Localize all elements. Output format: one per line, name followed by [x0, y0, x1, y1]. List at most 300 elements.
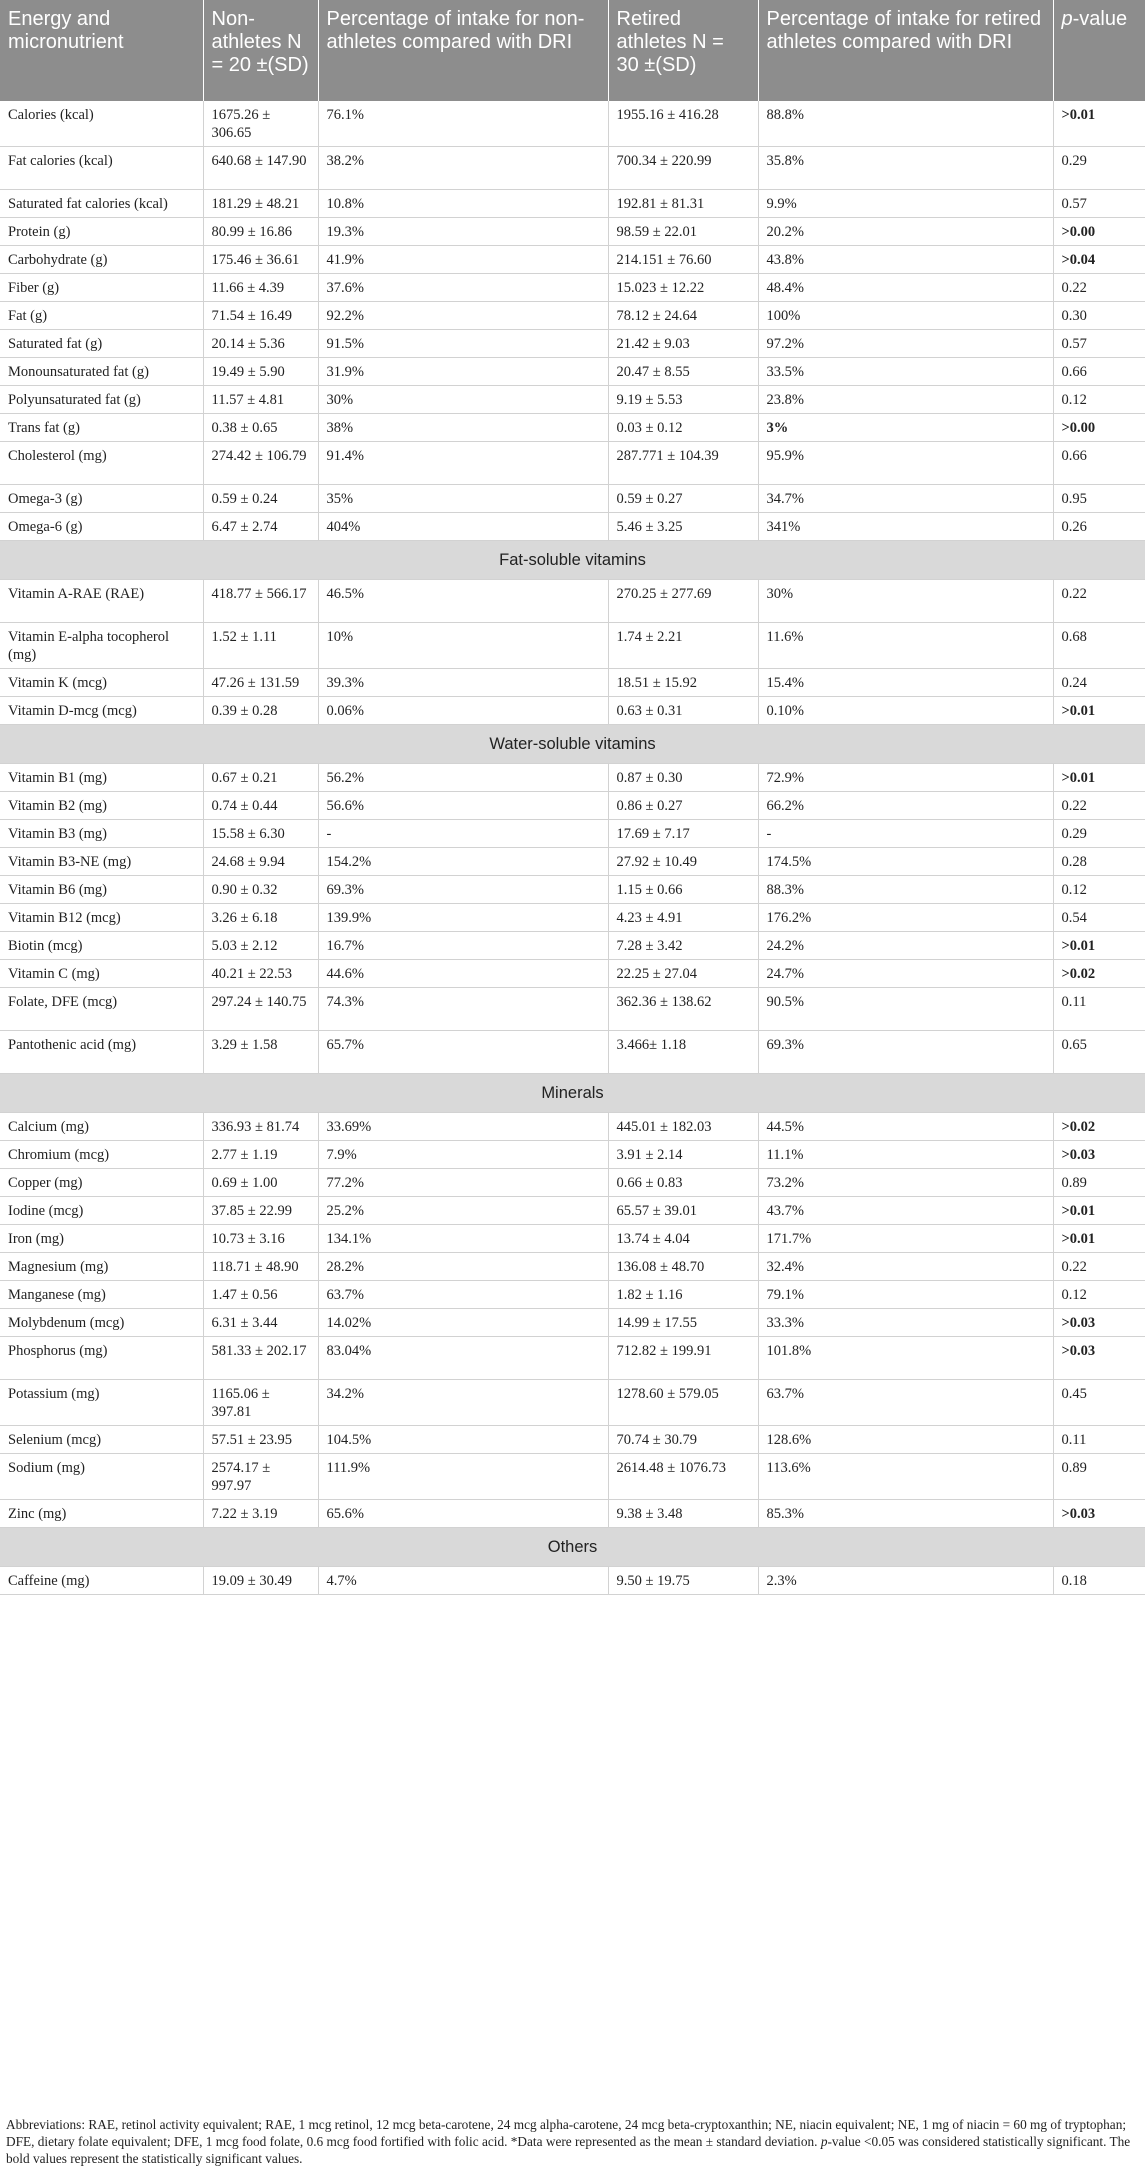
cell-retired-athletes-value: 0.63 ± 0.31 — [608, 697, 758, 725]
cell-p-value: 0.65 — [1053, 1031, 1145, 1074]
cell-retired-athletes-value: 18.51 ± 15.92 — [608, 669, 758, 697]
cell-non-athletes-value: 0.39 ± 0.28 — [203, 697, 318, 725]
cell-non-athletes-dri: 56.6% — [318, 792, 608, 820]
cell-p-value: >0.01 — [1053, 101, 1145, 147]
cell-non-athletes-dri: 44.6% — [318, 960, 608, 988]
cell-retired-athletes-dri: 24.2% — [758, 932, 1053, 960]
section-label: Others — [0, 1528, 1145, 1567]
section-header-row — [0, 1528, 1145, 1567]
cell-nutrient: Caffeine (mg) — [0, 1567, 203, 1595]
footnote-text: Abbreviations: RAE, retinol activity equivalent; RAE, 1 mcg retinol, 12 mcg beta-carotene, 24 mcg alpha-carotene, 24 mcg beta-cryptoxanthin; NE, niacin equivalent; NE, 1 mg of niacin = 60 mg of tryptophan; DFE, dietary folate equivalent; DFE, 1 mcg food folate, 0.6 mcg food fortified with folic acid. *Data were represented as the mean ± standard deviation. — [6, 2117, 1127, 2149]
table-row — [0, 932, 1145, 960]
table-row — [0, 274, 1145, 302]
table-row — [0, 1225, 1145, 1253]
cell-retired-athletes-dri: 3% — [758, 414, 1053, 442]
cell-nutrient: Copper (mg) — [0, 1169, 203, 1197]
cell-nutrient: Calcium (mg) — [0, 1113, 203, 1141]
cell-retired-athletes-dri: 23.8% — [758, 386, 1053, 414]
cell-non-athletes-dri: 46.5% — [318, 580, 608, 623]
cell-retired-athletes-value: 0.87 ± 0.30 — [608, 764, 758, 792]
cell-nutrient: Vitamin B12 (mcg) — [0, 904, 203, 932]
table-row — [0, 820, 1145, 848]
cell-nutrient: Fiber (g) — [0, 274, 203, 302]
cell-retired-athletes-value: 3.466± 1.18 — [608, 1031, 758, 1074]
cell-non-athletes-dri: 19.3% — [318, 218, 608, 246]
cell-p-value: 0.57 — [1053, 330, 1145, 358]
table-row — [0, 330, 1145, 358]
cell-retired-athletes-dri: 32.4% — [758, 1253, 1053, 1281]
cell-non-athletes-value: 0.74 ± 0.44 — [203, 792, 318, 820]
cell-non-athletes-dri: 69.3% — [318, 876, 608, 904]
cell-non-athletes-dri: 14.02% — [318, 1309, 608, 1337]
cell-p-value: 0.30 — [1053, 302, 1145, 330]
cell-non-athletes-value: 0.69 ± 1.00 — [203, 1169, 318, 1197]
cell-nutrient: Vitamin E-alpha tocopherol (mg) — [0, 623, 203, 669]
cell-non-athletes-dri: 37.6% — [318, 274, 608, 302]
cell-non-athletes-dri: 65.6% — [318, 1500, 608, 1528]
cell-non-athletes-dri: 56.2% — [318, 764, 608, 792]
cell-p-value: >0.00 — [1053, 414, 1145, 442]
cell-retired-athletes-value: 15.023 ± 12.22 — [608, 274, 758, 302]
table-row — [0, 513, 1145, 541]
cell-retired-athletes-value: 192.81 ± 81.31 — [608, 190, 758, 218]
cell-non-athletes-dri: 33.69% — [318, 1113, 608, 1141]
cell-retired-athletes-value: 0.59 ± 0.27 — [608, 485, 758, 513]
table-row — [0, 764, 1145, 792]
cell-non-athletes-value: 175.46 ± 36.61 — [203, 246, 318, 274]
table-row — [0, 1380, 1145, 1426]
cell-retired-athletes-dri: 15.4% — [758, 669, 1053, 697]
cell-retired-athletes-value: 362.36 ± 138.62 — [608, 988, 758, 1031]
cell-p-value: >0.03 — [1053, 1500, 1145, 1528]
cell-nutrient: Manganese (mg) — [0, 1281, 203, 1309]
cell-retired-athletes-dri: 24.7% — [758, 960, 1053, 988]
cell-non-athletes-dri: 104.5% — [318, 1426, 608, 1454]
cell-non-athletes-value: 47.26 ± 131.59 — [203, 669, 318, 697]
cell-nutrient: Saturated fat calories (kcal) — [0, 190, 203, 218]
cell-retired-athletes-value: 287.771 ± 104.39 — [608, 442, 758, 485]
cell-p-value: 0.29 — [1053, 820, 1145, 848]
header-p-value: p-value — [1053, 0, 1145, 101]
cell-non-athletes-value: 2.77 ± 1.19 — [203, 1141, 318, 1169]
cell-retired-athletes-dri: 97.2% — [758, 330, 1053, 358]
p-italic: p — [1061, 8, 1073, 30]
cell-p-value: 0.57 — [1053, 190, 1145, 218]
cell-p-value: 0.66 — [1053, 442, 1145, 485]
cell-nutrient: Cholesterol (mg) — [0, 442, 203, 485]
cell-non-athletes-value: 24.68 ± 9.94 — [203, 848, 318, 876]
cell-retired-athletes-value: 0.03 ± 0.12 — [608, 414, 758, 442]
table-row — [0, 580, 1145, 623]
section-label: Water-soluble vitamins — [0, 725, 1145, 764]
cell-non-athletes-dri: - — [318, 820, 608, 848]
table-row — [0, 1031, 1145, 1074]
cell-non-athletes-dri: 34.2% — [318, 1380, 608, 1426]
cell-p-value: 0.22 — [1053, 792, 1145, 820]
cell-p-value: >0.01 — [1053, 764, 1145, 792]
footnote-p-italic: p — [820, 2134, 828, 2149]
cell-retired-athletes-dri: 88.8% — [758, 101, 1053, 147]
header-nutrient: Energy and micronutrient — [0, 0, 203, 101]
cell-retired-athletes-dri: 63.7% — [758, 1380, 1053, 1426]
cell-non-athletes-value: 0.90 ± 0.32 — [203, 876, 318, 904]
cell-retired-athletes-value: 700.34 ± 220.99 — [608, 147, 758, 190]
cell-p-value: >0.02 — [1053, 960, 1145, 988]
cell-non-athletes-value: 2574.17 ± 997.97 — [203, 1454, 318, 1500]
cell-non-athletes-dri: 76.1% — [318, 101, 608, 147]
cell-nutrient: Folate, DFE (mcg) — [0, 988, 203, 1031]
cell-retired-athletes-value: 0.86 ± 0.27 — [608, 792, 758, 820]
cell-nutrient: Zinc (mg) — [0, 1500, 203, 1528]
cell-p-value: >0.01 — [1053, 1225, 1145, 1253]
header-non-athletes: Non-athletes N = 20 ±(SD) — [203, 0, 318, 101]
cell-retired-athletes-dri: 69.3% — [758, 1031, 1053, 1074]
cell-non-athletes-value: 297.24 ± 140.75 — [203, 988, 318, 1031]
cell-p-value: 0.12 — [1053, 1281, 1145, 1309]
table-row — [0, 848, 1145, 876]
table-row — [0, 1567, 1145, 1595]
header-non-athletes-dri: Percentage of intake for non-athletes compared with DRI — [318, 0, 608, 101]
cell-nutrient: Phosphorus (mg) — [0, 1337, 203, 1380]
cell-nutrient: Monounsaturated fat (g) — [0, 358, 203, 386]
cell-non-athletes-value: 10.73 ± 3.16 — [203, 1225, 318, 1253]
table-row — [0, 697, 1145, 725]
cell-non-athletes-dri: 30% — [318, 386, 608, 414]
table-row — [0, 1197, 1145, 1225]
cell-retired-athletes-dri: 48.4% — [758, 274, 1053, 302]
cell-retired-athletes-value: 214.151 ± 76.60 — [608, 246, 758, 274]
cell-nutrient: Vitamin B6 (mg) — [0, 876, 203, 904]
table-row — [0, 1169, 1145, 1197]
cell-retired-athletes-value: 13.74 ± 4.04 — [608, 1225, 758, 1253]
table-row — [0, 442, 1145, 485]
cell-non-athletes-value: 0.38 ± 0.65 — [203, 414, 318, 442]
cell-non-athletes-value: 3.26 ± 6.18 — [203, 904, 318, 932]
cell-retired-athletes-value: 14.99 ± 17.55 — [608, 1309, 758, 1337]
table-row — [0, 904, 1145, 932]
table-row — [0, 1500, 1145, 1528]
cell-non-athletes-dri: 10% — [318, 623, 608, 669]
cell-retired-athletes-dri: 88.3% — [758, 876, 1053, 904]
cell-nutrient: Calories (kcal) — [0, 101, 203, 147]
cell-retired-athletes-dri: 171.7% — [758, 1225, 1053, 1253]
cell-non-athletes-value: 11.66 ± 4.39 — [203, 274, 318, 302]
cell-p-value: 0.12 — [1053, 876, 1145, 904]
cell-nutrient: Trans fat (g) — [0, 414, 203, 442]
cell-retired-athletes-dri: 2.3% — [758, 1567, 1053, 1595]
cell-nutrient: Iodine (mcg) — [0, 1197, 203, 1225]
cell-retired-athletes-value: 1.82 ± 1.16 — [608, 1281, 758, 1309]
cell-nutrient: Iron (mg) — [0, 1225, 203, 1253]
cell-retired-athletes-value: 3.91 ± 2.14 — [608, 1141, 758, 1169]
cell-non-athletes-dri: 10.8% — [318, 190, 608, 218]
cell-non-athletes-dri: 41.9% — [318, 246, 608, 274]
cell-retired-athletes-value: 270.25 ± 277.69 — [608, 580, 758, 623]
cell-non-athletes-value: 80.99 ± 16.86 — [203, 218, 318, 246]
cell-nutrient: Biotin (mcg) — [0, 932, 203, 960]
header-row — [0, 0, 1145, 101]
cell-nutrient: Molybdenum (mcg) — [0, 1309, 203, 1337]
cell-non-athletes-value: 418.77 ± 566.17 — [203, 580, 318, 623]
cell-nutrient: Sodium (mg) — [0, 1454, 203, 1500]
cell-retired-athletes-value: 2614.48 ± 1076.73 — [608, 1454, 758, 1500]
cell-non-athletes-value: 6.31 ± 3.44 — [203, 1309, 318, 1337]
cell-p-value: 0.95 — [1053, 485, 1145, 513]
cell-retired-athletes-dri: 43.7% — [758, 1197, 1053, 1225]
cell-p-value: 0.68 — [1053, 623, 1145, 669]
table-row — [0, 485, 1145, 513]
table-row — [0, 876, 1145, 904]
cell-retired-athletes-dri: 100% — [758, 302, 1053, 330]
section-label: Fat-soluble vitamins — [0, 541, 1145, 580]
table-row — [0, 1253, 1145, 1281]
cell-nutrient: Pantothenic acid (mg) — [0, 1031, 203, 1074]
cell-p-value: >0.02 — [1053, 1113, 1145, 1141]
table-row — [0, 386, 1145, 414]
cell-p-value: >0.01 — [1053, 697, 1145, 725]
cell-retired-athletes-dri: 44.5% — [758, 1113, 1053, 1141]
cell-nutrient: Selenium (mcg) — [0, 1426, 203, 1454]
cell-non-athletes-dri: 134.1% — [318, 1225, 608, 1253]
cell-p-value: >0.01 — [1053, 1197, 1145, 1225]
cell-retired-athletes-dri: 33.3% — [758, 1309, 1053, 1337]
cell-retired-athletes-value: 712.82 ± 199.91 — [608, 1337, 758, 1380]
cell-non-athletes-dri: 38.2% — [318, 147, 608, 190]
cell-retired-athletes-dri: 34.7% — [758, 485, 1053, 513]
table-row — [0, 988, 1145, 1031]
table-footnote — [0, 2116, 1140, 2167]
cell-retired-athletes-dri: 33.5% — [758, 358, 1053, 386]
section-header-row — [0, 725, 1145, 764]
cell-non-athletes-dri: 404% — [318, 513, 608, 541]
cell-retired-athletes-value: 21.42 ± 9.03 — [608, 330, 758, 358]
cell-p-value: 0.22 — [1053, 1253, 1145, 1281]
cell-non-athletes-dri: 74.3% — [318, 988, 608, 1031]
cell-retired-athletes-dri: 174.5% — [758, 848, 1053, 876]
cell-retired-athletes-dri: 72.9% — [758, 764, 1053, 792]
cell-nutrient: Carbohydrate (g) — [0, 246, 203, 274]
table-body — [0, 101, 1145, 1595]
cell-p-value: 0.29 — [1053, 147, 1145, 190]
table-row — [0, 1141, 1145, 1169]
cell-non-athletes-value: 274.42 ± 106.79 — [203, 442, 318, 485]
cell-retired-athletes-value: 445.01 ± 182.03 — [608, 1113, 758, 1141]
cell-retired-athletes-dri: 85.3% — [758, 1500, 1053, 1528]
cell-nutrient: Vitamin K (mcg) — [0, 669, 203, 697]
cell-non-athletes-value: 11.57 ± 4.81 — [203, 386, 318, 414]
cell-nutrient: Vitamin D-mcg (mcg) — [0, 697, 203, 725]
cell-non-athletes-value: 15.58 ± 6.30 — [203, 820, 318, 848]
cell-nutrient: Magnesium (mg) — [0, 1253, 203, 1281]
cell-non-athletes-value: 1675.26 ± 306.65 — [203, 101, 318, 147]
cell-non-athletes-value: 7.22 ± 3.19 — [203, 1500, 318, 1528]
cell-non-athletes-value: 6.47 ± 2.74 — [203, 513, 318, 541]
cell-retired-athletes-value: 136.08 ± 48.70 — [608, 1253, 758, 1281]
cell-retired-athletes-value: 98.59 ± 22.01 — [608, 218, 758, 246]
footnote-text-end: -value <0.05 was considered statistically significant. The bold values represent the statistically significant values. — [6, 2134, 1131, 2166]
table-row — [0, 147, 1145, 190]
cell-non-athletes-value: 336.93 ± 81.74 — [203, 1113, 318, 1141]
cell-non-athletes-dri: 38% — [318, 414, 608, 442]
table-row — [0, 1113, 1145, 1141]
cell-p-value: 0.66 — [1053, 358, 1145, 386]
table-row — [0, 190, 1145, 218]
table-row — [0, 623, 1145, 669]
cell-retired-athletes-value: 7.28 ± 3.42 — [608, 932, 758, 960]
cell-non-athletes-value: 640.68 ± 147.90 — [203, 147, 318, 190]
cell-non-athletes-dri: 25.2% — [318, 1197, 608, 1225]
cell-retired-athletes-value: 1.15 ± 0.66 — [608, 876, 758, 904]
cell-nutrient: Polyunsaturated fat (g) — [0, 386, 203, 414]
cell-non-athletes-value: 581.33 ± 202.17 — [203, 1337, 318, 1380]
cell-nutrient: Potassium (mg) — [0, 1380, 203, 1426]
cell-retired-athletes-value: 5.46 ± 3.25 — [608, 513, 758, 541]
cell-non-athletes-value: 1.52 ± 1.11 — [203, 623, 318, 669]
cell-retired-athletes-dri: 73.2% — [758, 1169, 1053, 1197]
cell-non-athletes-value: 40.21 ± 22.53 — [203, 960, 318, 988]
table-row — [0, 246, 1145, 274]
cell-retired-athletes-dri: 66.2% — [758, 792, 1053, 820]
cell-p-value: 0.26 — [1053, 513, 1145, 541]
cell-p-value: 0.18 — [1053, 1567, 1145, 1595]
cell-retired-athletes-value: 27.92 ± 10.49 — [608, 848, 758, 876]
cell-p-value: 0.22 — [1053, 274, 1145, 302]
cell-retired-athletes-value: 1.74 ± 2.21 — [608, 623, 758, 669]
table-row — [0, 1281, 1145, 1309]
table-row — [0, 960, 1145, 988]
cell-nutrient: Omega-3 (g) — [0, 485, 203, 513]
cell-non-athletes-dri: 91.4% — [318, 442, 608, 485]
cell-non-athletes-dri: 28.2% — [318, 1253, 608, 1281]
cell-retired-athletes-value: 9.19 ± 5.53 — [608, 386, 758, 414]
cell-non-athletes-value: 5.03 ± 2.12 — [203, 932, 318, 960]
cell-retired-athletes-dri: 113.6% — [758, 1454, 1053, 1500]
table-row — [0, 1426, 1145, 1454]
cell-retired-athletes-dri: 20.2% — [758, 218, 1053, 246]
cell-retired-athletes-dri: 11.6% — [758, 623, 1053, 669]
table-row — [0, 358, 1145, 386]
section-header-row — [0, 1074, 1145, 1113]
cell-p-value: >0.03 — [1053, 1141, 1145, 1169]
cell-retired-athletes-dri: 11.1% — [758, 1141, 1053, 1169]
cell-non-athletes-dri: 92.2% — [318, 302, 608, 330]
cell-nutrient: Protein (g) — [0, 218, 203, 246]
cell-retired-athletes-value: 1278.60 ± 579.05 — [608, 1380, 758, 1426]
table-row — [0, 1337, 1145, 1380]
cell-non-athletes-dri: 63.7% — [318, 1281, 608, 1309]
cell-non-athletes-dri: 7.9% — [318, 1141, 608, 1169]
cell-retired-athletes-dri: - — [758, 820, 1053, 848]
cell-p-value: >0.01 — [1053, 932, 1145, 960]
cell-non-athletes-value: 37.85 ± 22.99 — [203, 1197, 318, 1225]
cell-non-athletes-value: 19.49 ± 5.90 — [203, 358, 318, 386]
table-row — [0, 414, 1145, 442]
cell-non-athletes-value: 181.29 ± 48.21 — [203, 190, 318, 218]
cell-retired-athletes-dri: 101.8% — [758, 1337, 1053, 1380]
cell-non-athletes-value: 3.29 ± 1.58 — [203, 1031, 318, 1074]
cell-non-athletes-value: 0.59 ± 0.24 — [203, 485, 318, 513]
cell-p-value: 0.11 — [1053, 1426, 1145, 1454]
section-header-row — [0, 541, 1145, 580]
cell-nutrient: Vitamin C (mg) — [0, 960, 203, 988]
cell-retired-athletes-value: 70.74 ± 30.79 — [608, 1426, 758, 1454]
cell-retired-athletes-dri: 43.8% — [758, 246, 1053, 274]
cell-non-athletes-value: 0.67 ± 0.21 — [203, 764, 318, 792]
cell-nutrient: Saturated fat (g) — [0, 330, 203, 358]
cell-non-athletes-value: 1165.06 ± 397.81 — [203, 1380, 318, 1426]
cell-nutrient: Omega-6 (g) — [0, 513, 203, 541]
cell-retired-athletes-value: 22.25 ± 27.04 — [608, 960, 758, 988]
cell-non-athletes-dri: 16.7% — [318, 932, 608, 960]
cell-p-value: 0.24 — [1053, 669, 1145, 697]
cell-non-athletes-dri: 91.5% — [318, 330, 608, 358]
cell-retired-athletes-dri: 35.8% — [758, 147, 1053, 190]
table-row — [0, 218, 1145, 246]
cell-retired-athletes-dri: 30% — [758, 580, 1053, 623]
cell-non-athletes-dri: 154.2% — [318, 848, 608, 876]
cell-retired-athletes-value: 65.57 ± 39.01 — [608, 1197, 758, 1225]
cell-non-athletes-value: 118.71 ± 48.90 — [203, 1253, 318, 1281]
cell-nutrient: Vitamin B3-NE (mg) — [0, 848, 203, 876]
header-retired-athletes: Retired athletes N = 30 ±(SD) — [608, 0, 758, 101]
table-row — [0, 1454, 1145, 1500]
cell-non-athletes-value: 20.14 ± 5.36 — [203, 330, 318, 358]
cell-non-athletes-value: 57.51 ± 23.95 — [203, 1426, 318, 1454]
table-row — [0, 792, 1145, 820]
cell-non-athletes-dri: 39.3% — [318, 669, 608, 697]
cell-p-value: 0.54 — [1053, 904, 1145, 932]
cell-non-athletes-dri: 65.7% — [318, 1031, 608, 1074]
cell-p-value: 0.89 — [1053, 1169, 1145, 1197]
cell-retired-athletes-value: 9.38 ± 3.48 — [608, 1500, 758, 1528]
cell-nutrient: Chromium (mcg) — [0, 1141, 203, 1169]
cell-p-value: 0.45 — [1053, 1380, 1145, 1426]
cell-retired-athletes-value: 0.66 ± 0.83 — [608, 1169, 758, 1197]
cell-non-athletes-value: 19.09 ± 30.49 — [203, 1567, 318, 1595]
cell-p-value: 0.89 — [1053, 1454, 1145, 1500]
cell-p-value: 0.11 — [1053, 988, 1145, 1031]
cell-retired-athletes-value: 1955.16 ± 416.28 — [608, 101, 758, 147]
cell-retired-athletes-dri: 95.9% — [758, 442, 1053, 485]
cell-retired-athletes-dri: 79.1% — [758, 1281, 1053, 1309]
cell-p-value: 0.22 — [1053, 580, 1145, 623]
cell-non-athletes-dri: 83.04% — [318, 1337, 608, 1380]
cell-retired-athletes-value: 4.23 ± 4.91 — [608, 904, 758, 932]
cell-retired-athletes-dri: 341% — [758, 513, 1053, 541]
cell-p-value: >0.00 — [1053, 218, 1145, 246]
cell-non-athletes-dri: 139.9% — [318, 904, 608, 932]
cell-p-value: 0.12 — [1053, 386, 1145, 414]
cell-retired-athletes-value: 9.50 ± 19.75 — [608, 1567, 758, 1595]
cell-non-athletes-dri: 111.9% — [318, 1454, 608, 1500]
cell-nutrient: Vitamin B1 (mg) — [0, 764, 203, 792]
table-row — [0, 302, 1145, 330]
cell-retired-athletes-dri: 0.10% — [758, 697, 1053, 725]
cell-nutrient: Vitamin B3 (mg) — [0, 820, 203, 848]
table-row — [0, 669, 1145, 697]
cell-retired-athletes-value: 17.69 ± 7.17 — [608, 820, 758, 848]
table-row — [0, 101, 1145, 147]
cell-nutrient: Vitamin B2 (mg) — [0, 792, 203, 820]
cell-non-athletes-dri: 35% — [318, 485, 608, 513]
cell-p-value: >0.03 — [1053, 1337, 1145, 1380]
cell-p-value: 0.28 — [1053, 848, 1145, 876]
header-retired-athletes-dri: Percentage of intake for retired athletes compared with DRI — [758, 0, 1053, 101]
cell-p-value: >0.03 — [1053, 1309, 1145, 1337]
cell-retired-athletes-dri: 128.6% — [758, 1426, 1053, 1454]
cell-non-athletes-dri: 0.06% — [318, 697, 608, 725]
cell-nutrient: Fat calories (kcal) — [0, 147, 203, 190]
